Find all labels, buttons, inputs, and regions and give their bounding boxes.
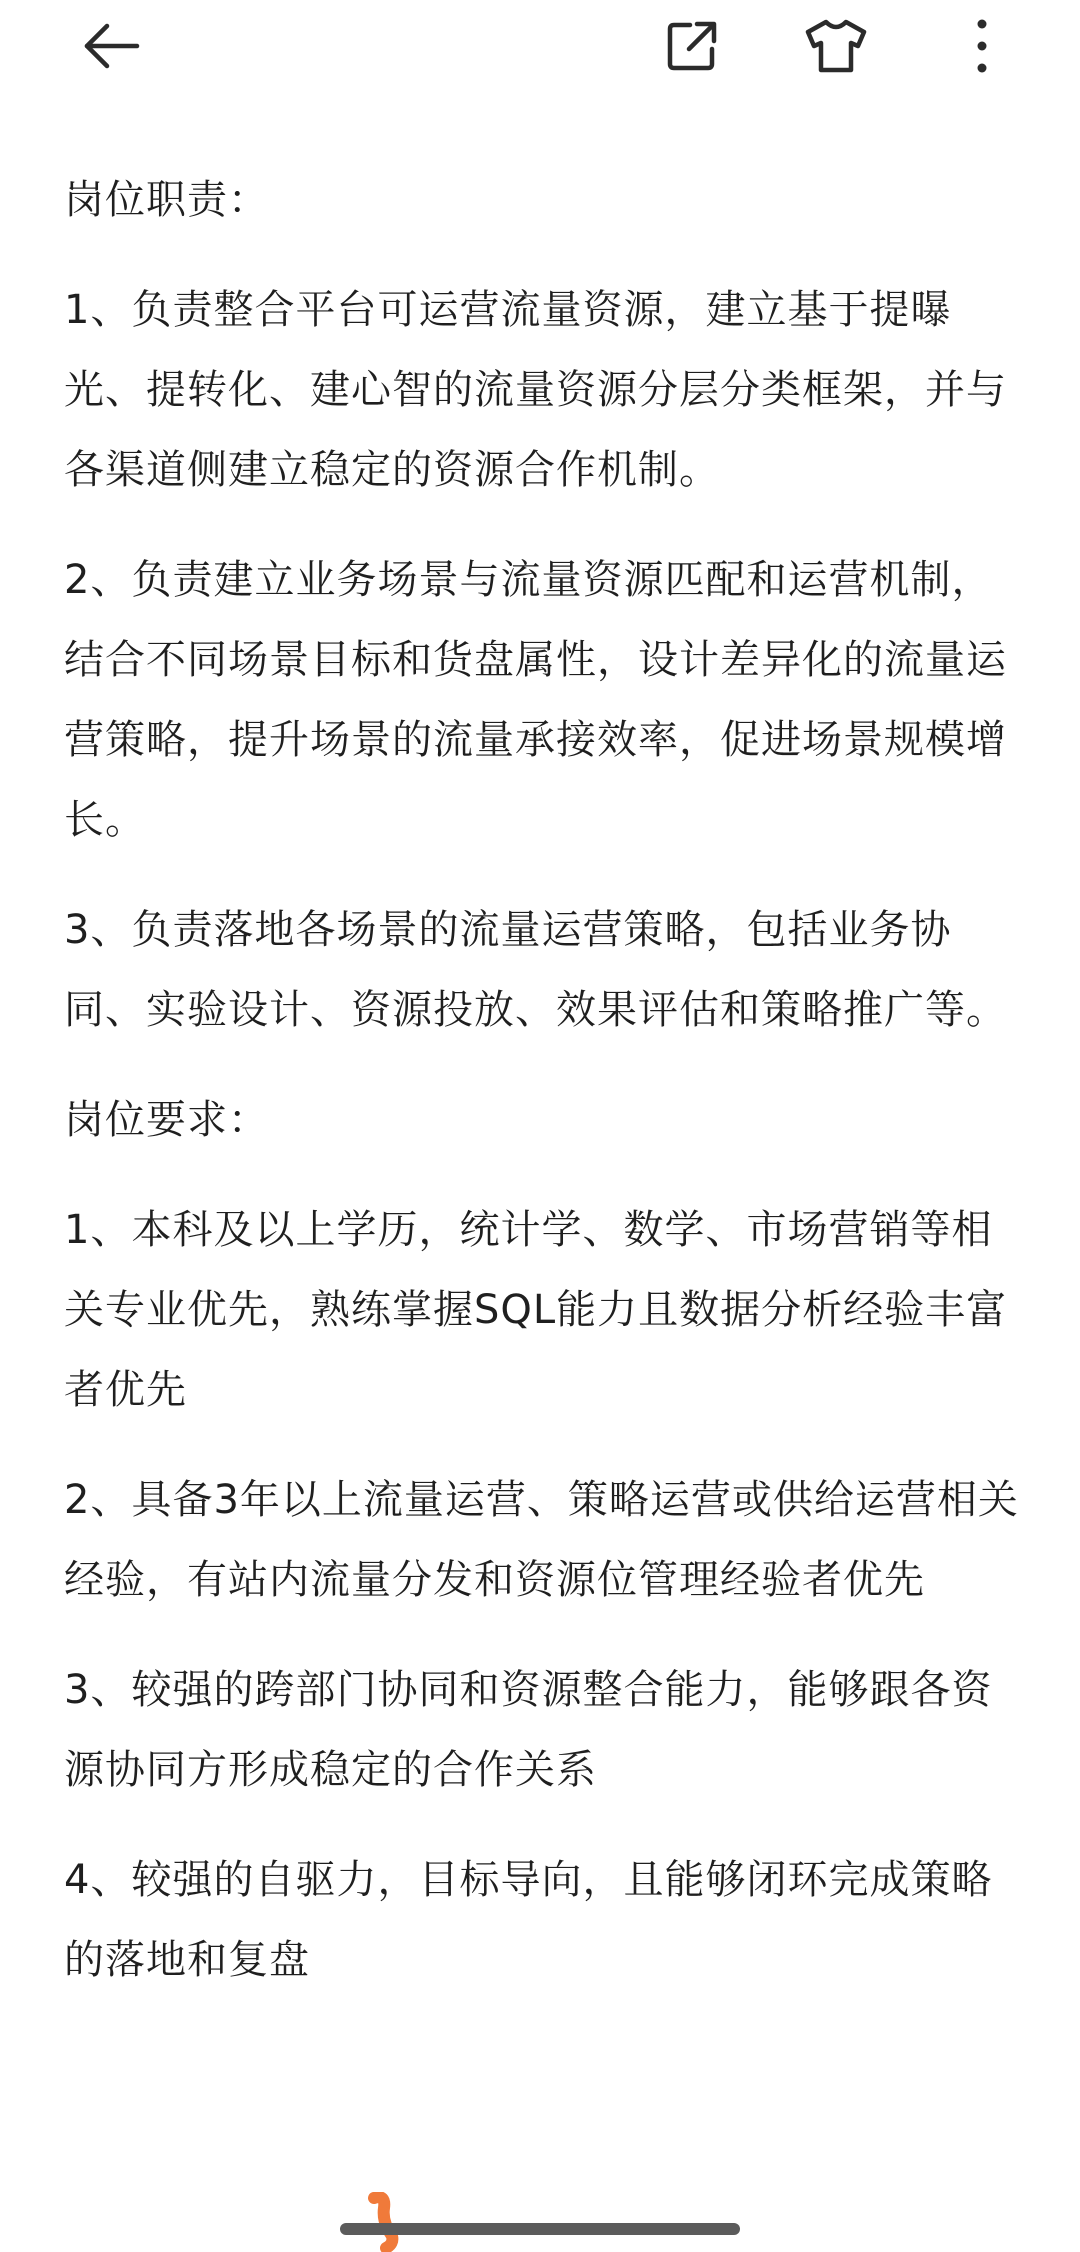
requirement-item-4: 4、较强的自驱力，目标导向，且能够闭环完成策略的落地和复盘 bbox=[64, 1857, 993, 1983]
home-indicator[interactable] bbox=[340, 2223, 740, 2235]
external-share-icon bbox=[662, 16, 722, 76]
touch-indicator-icon bbox=[364, 2192, 400, 2252]
section-heading-requirements: 岗位要求： bbox=[64, 1097, 269, 1143]
job-description-body bbox=[64, 160, 1024, 2030]
more-options-button[interactable] bbox=[946, 10, 1018, 82]
top-toolbar bbox=[0, 0, 1080, 90]
requirement-item-3: 3、较强的跨部门协同和资源整合能力，能够跟各资源协同方形成稳定的合作关系 bbox=[64, 1667, 993, 1793]
theme-button[interactable] bbox=[800, 10, 872, 82]
back-button[interactable] bbox=[75, 10, 147, 82]
share-button[interactable] bbox=[656, 10, 728, 82]
section-heading-responsibilities: 岗位职责： bbox=[64, 177, 269, 223]
arrow-left-icon bbox=[79, 22, 143, 70]
tshirt-icon bbox=[804, 16, 868, 76]
responsibility-item-3: 3、负责落地各场景的流量运营策略，包括业务协同、实验设计、资源投放、效果评估和策略推广等。 bbox=[64, 907, 1007, 1033]
more-vertical-icon bbox=[972, 18, 992, 74]
responsibility-item-2: 2、负责建立业务场景与流量资源匹配和运营机制，结合不同场景目标和货盘属性，设计差异化的流量运营策略，提升场景的流量承接效率，促进场景规模增长。 bbox=[64, 557, 1007, 843]
responsibility-item-1: 1、负责整合平台可运营流量资源，建立基于提曝光、提转化、建心智的流量资源分层分类框架，并与各渠道侧建立稳定的资源合作机制。 bbox=[64, 287, 1007, 493]
requirement-item-2: 2、具备3年以上流量运营、策略运营或供给运营相关经验，有站内流量分发和资源位管理经验者优先 bbox=[64, 1477, 1019, 1603]
requirement-item-1: 1、本科及以上学历，统计学、数学、市场营销等相关专业优先，熟练掌握SQL能力且数据分析经验丰富者优先 bbox=[64, 1207, 1008, 1413]
